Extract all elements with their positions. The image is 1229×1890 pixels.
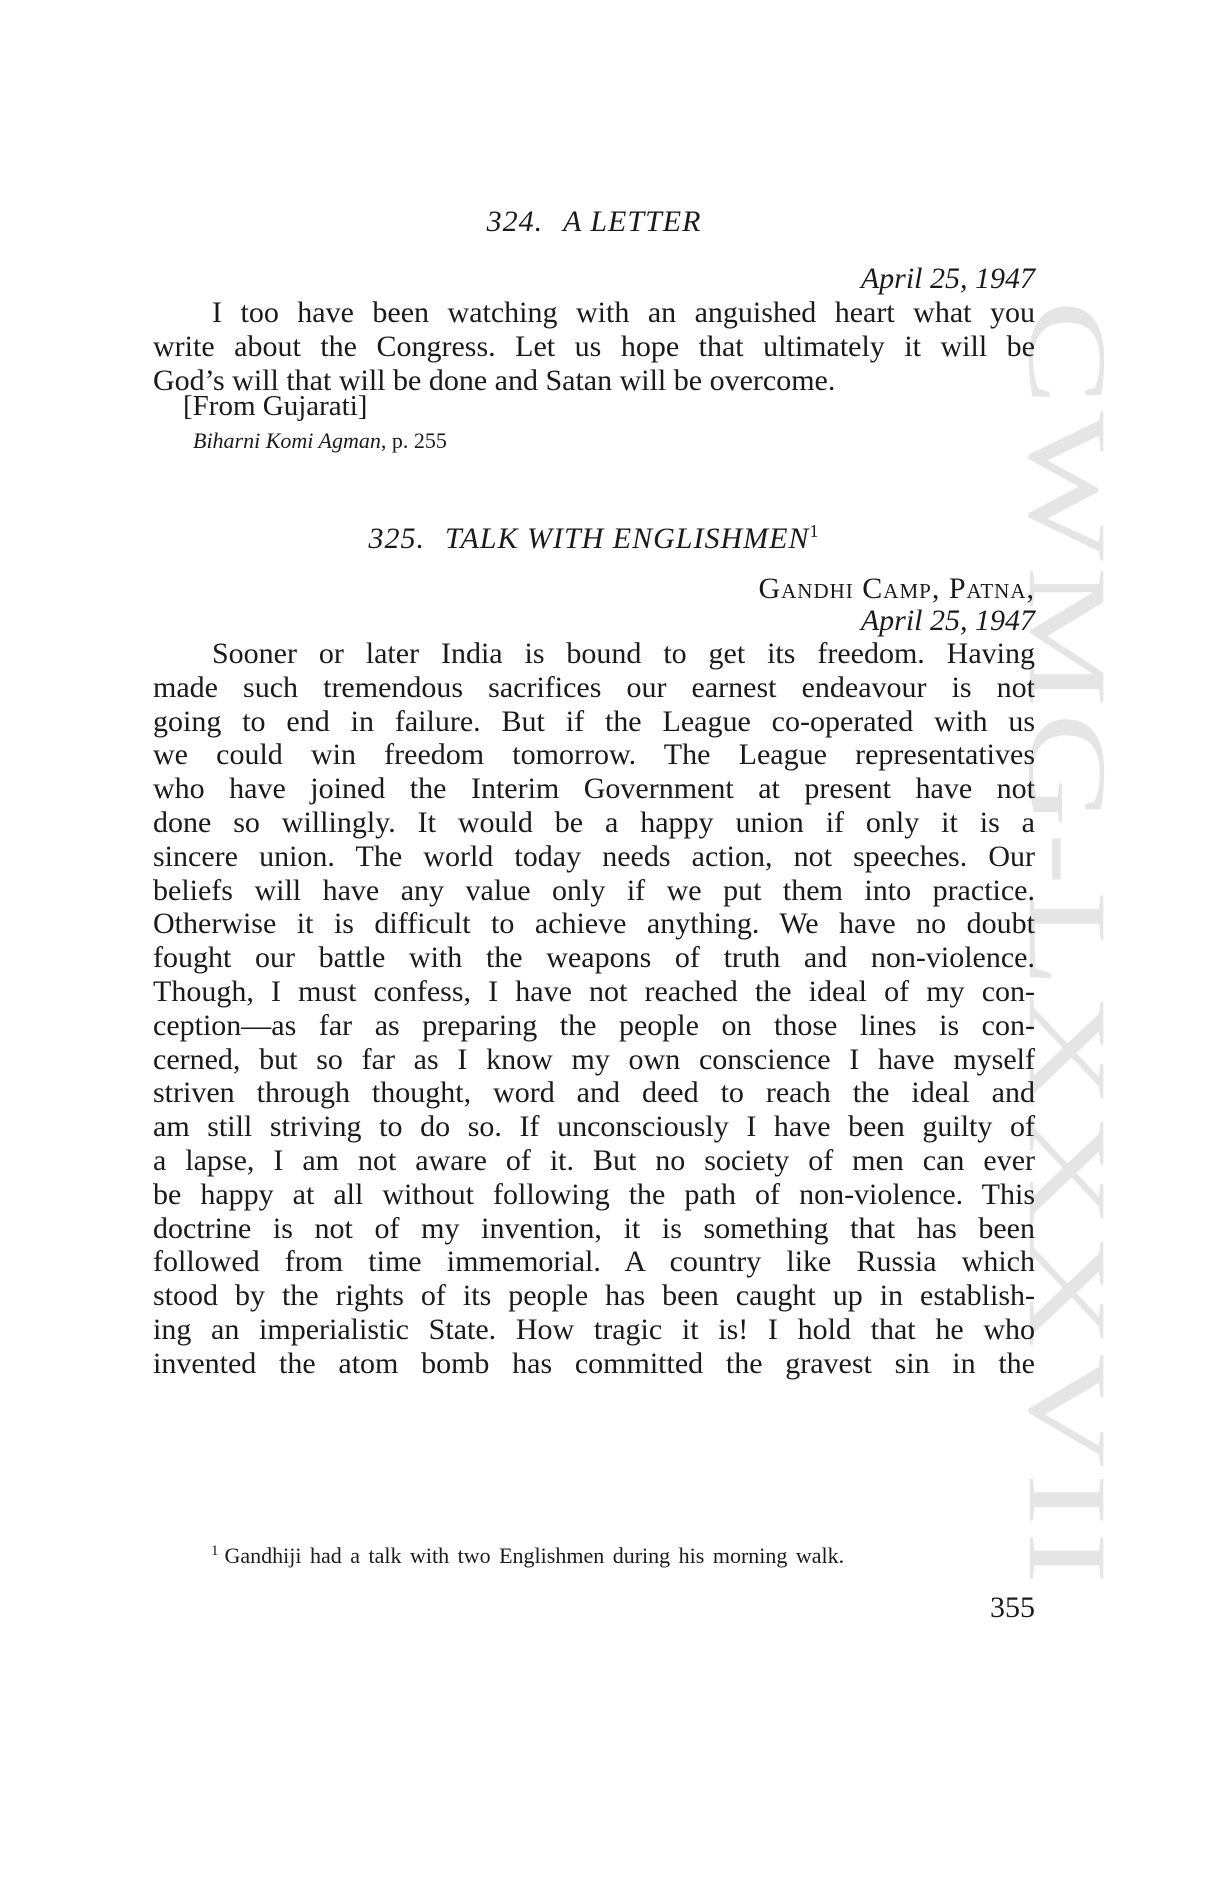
doc2-body [153,637,1035,1381]
doc2-line: we could win freedom tomorrow. The League representatives [153,738,1035,772]
doc2-title: TALK WITH ENGLISHMEN [445,522,810,555]
doc2-heading [153,522,1035,556]
doc1-body [153,296,1035,397]
doc2-line: Otherwise it is difficult to achieve anything. We have no doubt [153,907,1035,941]
doc1-citation-title: Biharni Komi Agman [193,428,381,453]
doc2-line: Though, I must confess, I have not reached the ideal of my con- [153,974,1035,1008]
doc2-line: cerned, but so far as I know my own conscience I have myself [153,1042,1035,1076]
doc2-line: followed from time immemorial. A country like Russia which [153,1245,1035,1279]
footnote-mark: 1 [211,1542,219,1559]
doc1-source-language: [From Gujarati] [183,390,368,422]
doc2-line: be happy at all without following the path of non-violence. This [153,1177,1035,1211]
doc2-line: stood by the rights of its people has been caught up in establish- [153,1279,1035,1313]
doc2-number: 325. [368,522,425,555]
doc2-line: ing an imperialistic State. How tragic it is! I hold that he who [153,1312,1035,1346]
doc2-line: invented the atom bomb has committed the gravest sin in the [153,1346,1035,1380]
doc2-line: going to end in failure. But if the League co-operated with us [153,704,1035,738]
footnote [211,1543,844,1569]
doc2-date [861,604,1035,638]
doc2-line: fought our battle with the weapons of truth and non-violence. [153,941,1035,975]
doc2-footnote-mark: 1 [809,521,820,541]
doc2-date-text: April 25, 1947 [860,604,1035,637]
doc1-citation [193,428,447,454]
doc1-number: 324. [486,205,544,238]
doc2-line: ception—as far as preparing the people on those lines is con- [153,1008,1035,1042]
page-number: 355 [990,1591,1035,1624]
doc1-line: God’s will that will be done and Satan will be overcome. [153,363,836,397]
doc1-date-text: April 25, 1947 [860,262,1035,295]
doc2-line: am still striving to do so. If unconsciously I have been guilty of [153,1110,1035,1144]
doc1-line: I too have been watching with an anguished heart what you [212,296,1035,329]
doc2-line: beliefs will have any value only if we put them into practice. [153,873,1035,907]
doc2-line: a lapse, I am not aware of it. But no society of men can ever [153,1143,1035,1177]
doc2-line: made such tremendous sacrifices our earnest endeavour is not [153,670,1035,704]
footnote-text: Gandhiji had a talk with two Englishmen during his morning walk. [224,1543,845,1568]
doc1-heading [153,205,1035,239]
doc2-line: striven through thought, word and deed to reach the ideal and [153,1076,1035,1110]
doc1-date [861,262,1035,296]
doc1-title: A LETTER [563,205,702,238]
doc2-line: done so willingly. It would be a happy union if only it is a [153,805,1035,839]
doc1-line: write about the Congress. Let us hope that ultimately it will be [153,329,1035,363]
doc2-line: doctrine is not of my invention, it is something that has been [153,1211,1035,1245]
doc2-line: who have joined the Interim Government at present have not [153,772,1035,806]
doc2-line: Sooner or later India is bound to get its freedom. Having [212,637,1035,670]
watermark-text: CWMG-LXXXVII [1005,300,1129,1213]
doc1-citation-page: , p. 255 [380,428,447,453]
doc2-line: sincere union. The world today needs action, not speeches. Our [153,839,1035,873]
doc2-place: Gandhi Camp, Patna, [758,572,1035,605]
